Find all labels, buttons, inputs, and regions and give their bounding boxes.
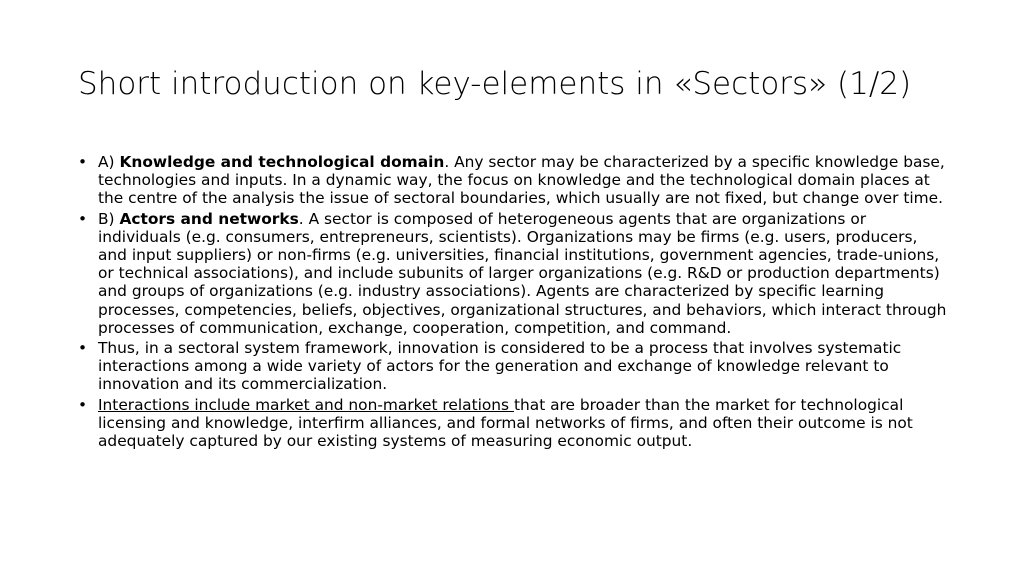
bullet-item-innovation (78, 339, 948, 394)
bullet-item-interactions (78, 396, 948, 451)
bullet-underlined-text: Interactions include market and non-market relations (98, 395, 514, 414)
bullet-prefix: B) (98, 209, 120, 228)
bullet-heading: Knowledge and technological domain (119, 153, 445, 171)
slide-title: Short introduction on key-elements in «Sectors» (1/2) (78, 66, 912, 102)
bullet-dot-icon: • (78, 209, 88, 228)
bullet-item-knowledge (78, 153, 948, 208)
bullet-text: Thus, in a sectoral system framework, innovation is considered to be a process that involves systematic interactions among a wide variety of actors for the generation and exchange of knowledge relevant to innovation and its commercialization. (98, 339, 902, 394)
bullet-dot-icon: • (78, 339, 88, 358)
bullet-dot-icon: • (78, 395, 88, 414)
bullet-list (78, 153, 948, 452)
bullet-heading: Actors and networks (119, 209, 299, 228)
bullet-prefix: A) (98, 153, 120, 171)
bullet-text: that are broader than the market for technological licensing and knowledge, interfirm alliances, and formal networks of firms, and often their outcome is not adequately captured by our existing systems of measuring economic output. (98, 395, 913, 451)
bullet-dot-icon: • (78, 153, 88, 171)
bullet-text: . A sector is composed of heterogeneous agents that are organizations or individuals (e.g. consumers, entrepreneurs, scientists). Organizations may be firms (e.g. users, producers, and input suppliers) or non-firms (e.g. universities, financial institutions, government agencies, trade-unions, or technical associations), and include subunits of larger organizations (e.g. R&D or production departments) and groups of organizations (e.g. industry associations). Agents are characterized by specific learning processes, competencies, beliefs, objectives, organizational structures, and behaviors, which interact through processes of communication, exchange, cooperation, competition, and command. (98, 209, 947, 337)
bullet-item-actors (78, 210, 948, 337)
bullet-text: . Any sector may be characterized by a specific knowledge base, technologies and inputs. In a dynamic way, the focus on knowledge and the technological domain places at the centre of the analysis the issue of sectoral boundaries, which usually are not fixed, but change over time. (98, 153, 945, 208)
